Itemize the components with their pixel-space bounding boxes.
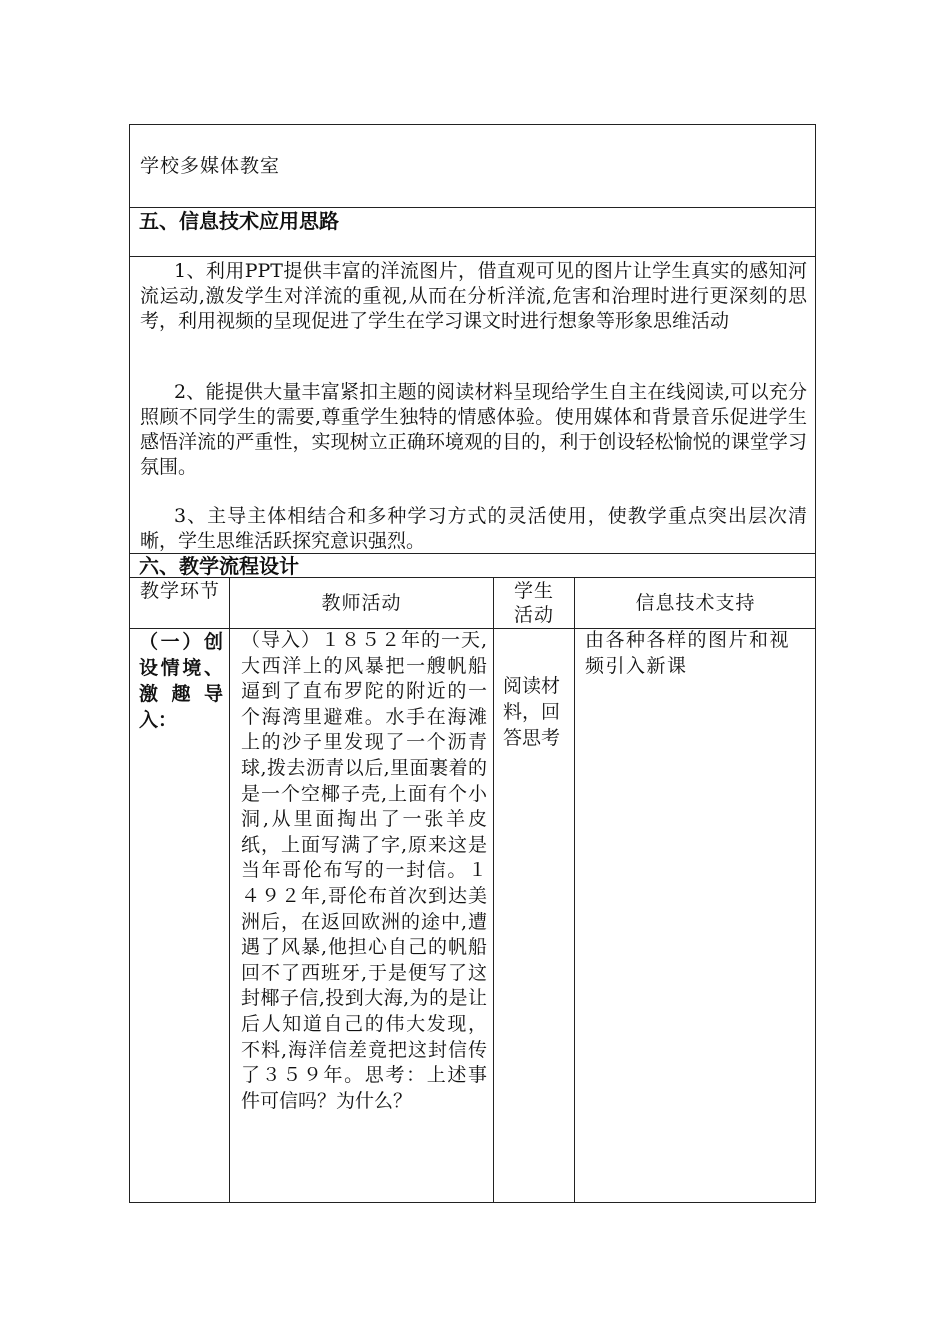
section5-paragraph-1: 1、利用PPT提供丰富的洋流图片，借直观可见的图片让学生真实的感知河流运动,激发学生对洋流的重视,从而在分析洋流,危害和治理时进行更深刻的思考，利用视频的呈现促进了学生在学习课文时进行想象等形象思维活动 [140, 260, 807, 332]
section5-paragraph-3: 3、主导主体相结合和多种学习方式的灵活使用，使教学重点突出层次清晰，学生思维活跃探究意识强烈。 [140, 505, 807, 552]
stage-cell: （一）创设情境、激趣导入： [139, 631, 223, 731]
col-divider [574, 577, 575, 1203]
venue-text: 学校多媒体教室 [140, 155, 281, 177]
student-activity-cell: 阅读材料，回答思考 [503, 675, 561, 749]
section5-paragraph-2: 2、能提供大量丰富紧扣主题的阅读材料呈现给学生自主在线阅读,可以充分照顾不同学生的需要,尊重学生独特的情感体验。使用媒体和背景音乐促进学生感悟洋流的严重性，实现树立正确环境观的目的，利于创设轻松愉悦的课堂学习氛围。 [140, 381, 807, 478]
tech-support-cell: 由各种各样的图片和视频引入新课 [585, 629, 791, 677]
teacher-activity-cell: （导入）１８５２年的一天,大西洋上的风暴把一艘帆船逼到了直布罗陀的附近的一个海湾里避难。水手在海滩上的沙子里发现了一个沥青球,拨去沥青以后,里面裹着的是一个空椰子壳,上面有个小洞,从里面掏出了一张羊皮纸，上面写满了字,原来这是当年哥伦布写的一封信。１４９２年,哥伦布首次到达美洲后，在返回欧洲的途中,遭遇了风暴,他担心自己的帆船回不了西班牙,于是便写了这封椰子信,投到大海,为的是让后人知道自己的伟大发现，不料,海洋信差竟把这封信传了３５９年。思考：上述事件可信吗？为什么？ [241, 629, 487, 1112]
col-divider [493, 577, 494, 1203]
column-header-teacher: 教师活动 [321, 592, 402, 614]
row-divider [129, 207, 816, 208]
section6-heading: 六、教学流程设计 [139, 554, 299, 578]
column-header-tech: 信息技术支持 [635, 592, 756, 614]
column-header-stage: 教学环节 [140, 580, 221, 602]
row-divider [129, 256, 816, 257]
section5-heading: 五、信息技术应用思路 [139, 209, 339, 233]
col-divider [229, 577, 230, 1203]
column-header-student: 学生活动 [513, 580, 554, 626]
